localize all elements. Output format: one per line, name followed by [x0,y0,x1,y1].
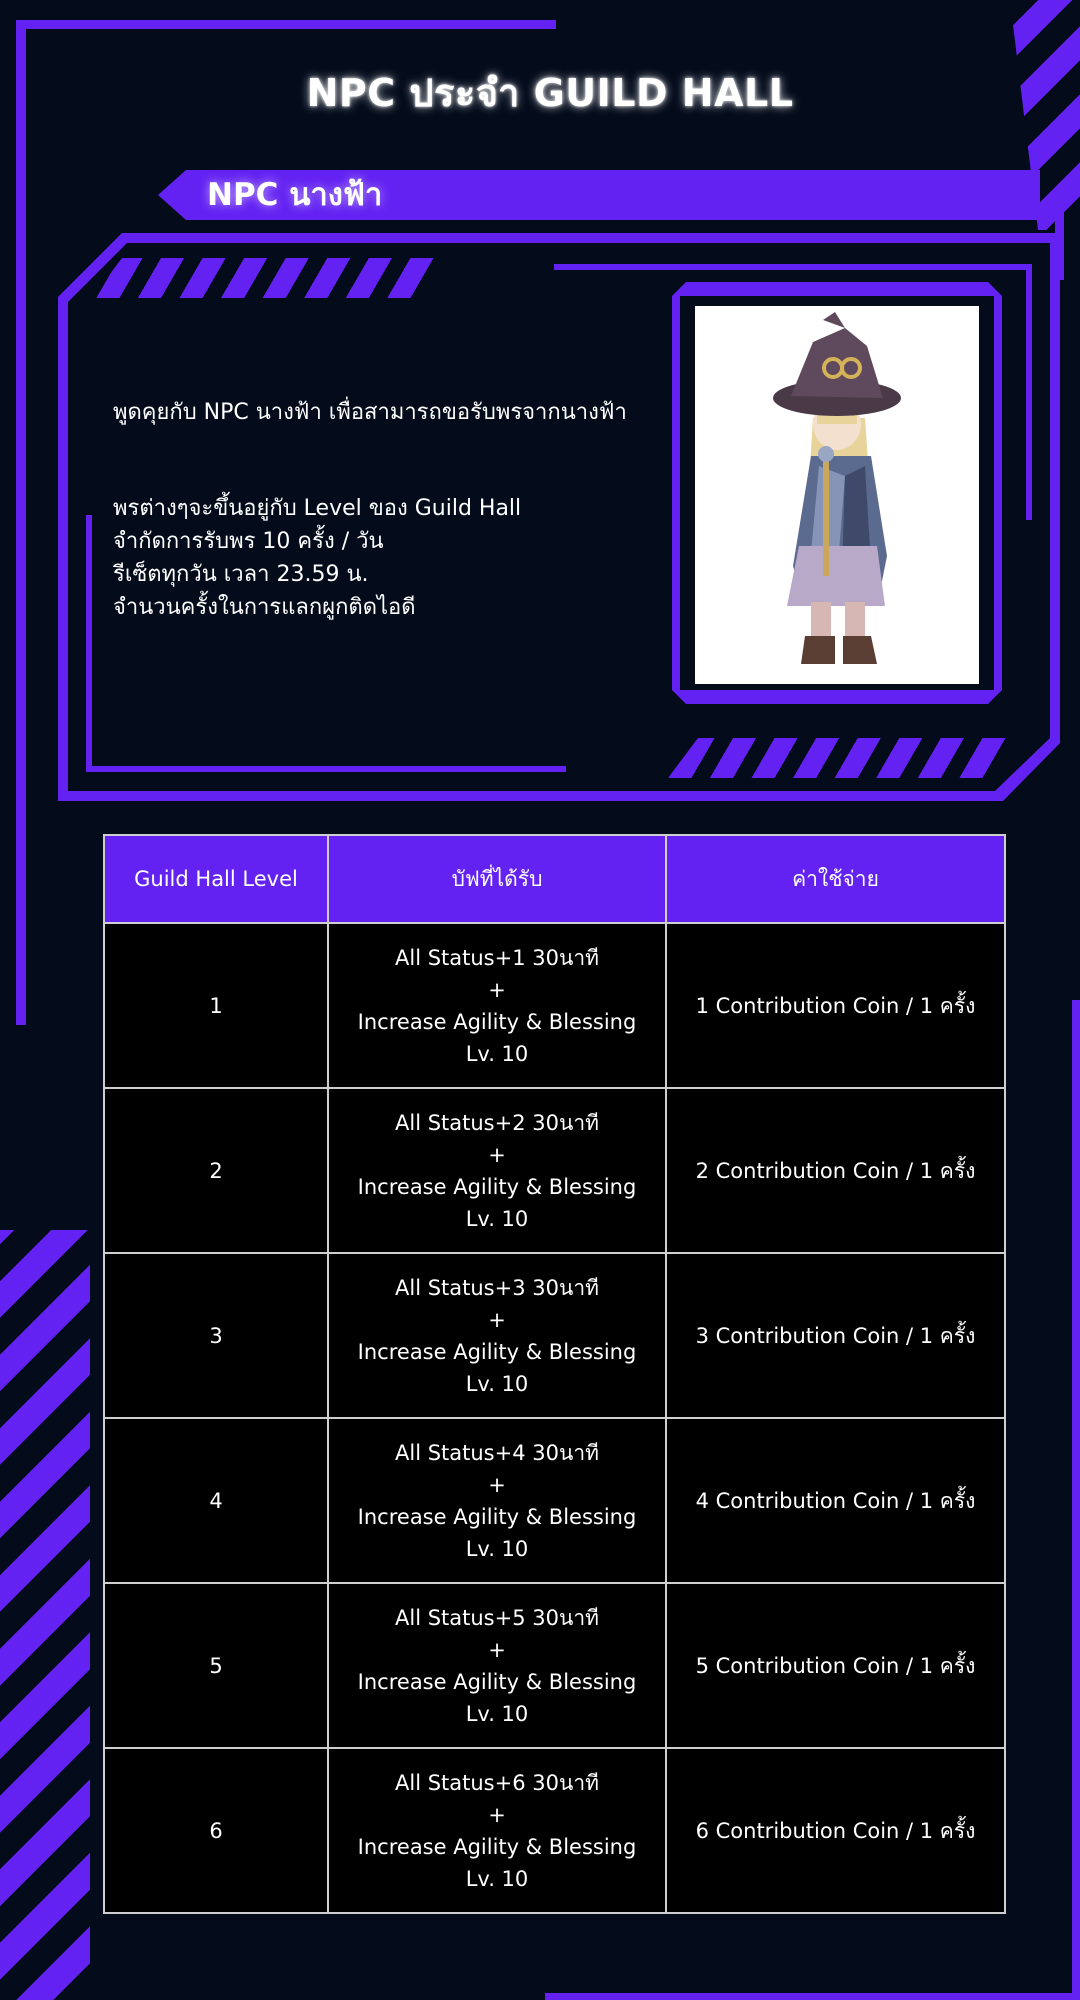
buff-level: Lv. 10 [465,1206,529,1231]
buff-level: Lv. 10 [465,1701,529,1726]
buff-plus: + [488,977,506,1002]
level-cell: 2 [104,1088,328,1253]
level-cell: 4 [104,1418,328,1583]
cost-cell: 6 Contribution Coin / 1 ครั้ง [666,1748,1005,1913]
buff-skill: Increase Agility & Blessing [357,1834,637,1859]
buff-status: All Status+3 30นาที [395,1275,599,1300]
detail-line: รีเซ็ตทุกวัน เวลา 23.59 น. [113,562,369,587]
buff-cell [328,1253,666,1418]
buff-skill: Increase Agility & Blessing [357,1504,637,1529]
table-row [104,1088,1005,1253]
frame-line-left [16,20,26,1025]
header-guild-hall-level: Guild Hall Level [104,835,328,923]
panel-line-right-inner [1026,264,1032,520]
buff-status: All Status+5 30นาที [395,1605,599,1630]
buff-plus: + [488,1307,506,1332]
buff-skill: Increase Agility & Blessing [357,1174,637,1199]
buff-plus: + [488,1142,506,1167]
panel-line-left-inner [86,515,92,772]
side-stripes-decoration [0,1230,90,2000]
level-cell: 1 [104,923,328,1088]
table-row [104,1748,1005,1913]
buff-status: All Status+6 30นาที [395,1770,599,1795]
buff-skill: Increase Agility & Blessing [357,1669,637,1694]
buff-level: Lv. 10 [465,1371,529,1396]
table-row [104,923,1005,1088]
detail-line: จำกัดการรับพร 10 ครั้ง / วัน [113,529,384,554]
panel-stripes-bottom [668,738,1024,778]
panel-line-top-inner [554,264,1032,270]
buff-cell [328,1748,666,1913]
buff-plus: + [488,1472,506,1497]
buff-level: Lv. 10 [465,1536,529,1561]
buff-cell [328,1583,666,1748]
header-buff-received: บัฟที่ได้รับ [328,835,666,923]
table-row [104,1418,1005,1583]
buff-skill: Increase Agility & Blessing [357,1339,637,1364]
buff-skill: Increase Agility & Blessing [357,1009,637,1034]
table-row [104,1253,1005,1418]
npc-portrait [695,306,979,684]
buff-plus: + [488,1802,506,1827]
detail-line: พรต่างๆจะขึ้นอยู่กับ Level ของ Guild Hall [113,496,522,521]
fairy-npc-icon [695,306,979,684]
level-cell: 5 [104,1583,328,1748]
frame-line-top [16,20,556,29]
level-cell: 6 [104,1748,328,1913]
table-header-row [104,835,1005,923]
buff-cell [328,1418,666,1583]
panel-line-bottom-inner [86,766,566,772]
frame-line-right-lower [1072,1000,1080,2000]
cost-cell: 4 Contribution Coin / 1 ครั้ง [666,1418,1005,1583]
section-banner-label: NPC นางฟ้า [207,177,383,213]
cost-cell: 3 Contribution Coin / 1 ครั้ง [666,1253,1005,1418]
buff-cell [328,1088,666,1253]
panel-stripes-top [92,258,452,298]
description-details [113,492,521,624]
cost-cell: 2 Contribution Coin / 1 ครั้ง [666,1088,1005,1253]
level-cell: 3 [104,1253,328,1418]
buff-cell [328,923,666,1088]
buff-plus: + [488,1637,506,1662]
buff-level: Lv. 10 [465,1866,529,1891]
cost-cell: 1 Contribution Coin / 1 ครั้ง [666,923,1005,1088]
description-intro [113,396,627,429]
buff-status: All Status+2 30นาที [395,1110,599,1135]
buff-status: All Status+1 30นาที [395,945,599,970]
cost-cell: 5 Contribution Coin / 1 ครั้ง [666,1583,1005,1748]
table-row [104,1583,1005,1748]
frame-line-bottom [545,1993,1080,2000]
guild-hall-level-table [103,834,1006,1914]
header-cost: ค่าใช้จ่าย [666,835,1005,923]
intro-text: พูดคุยกับ NPC นางฟ้า เพื่อสามารถขอรับพรจากนางฟ้า [113,400,627,425]
buff-status: All Status+4 30นาที [395,1440,599,1465]
page-title: NPC ประจำ GUILD HALL [306,71,794,115]
buff-level: Lv. 10 [465,1041,529,1066]
detail-line: จำนวนครั้งในการแลกผูกติดไอดี [113,595,416,620]
